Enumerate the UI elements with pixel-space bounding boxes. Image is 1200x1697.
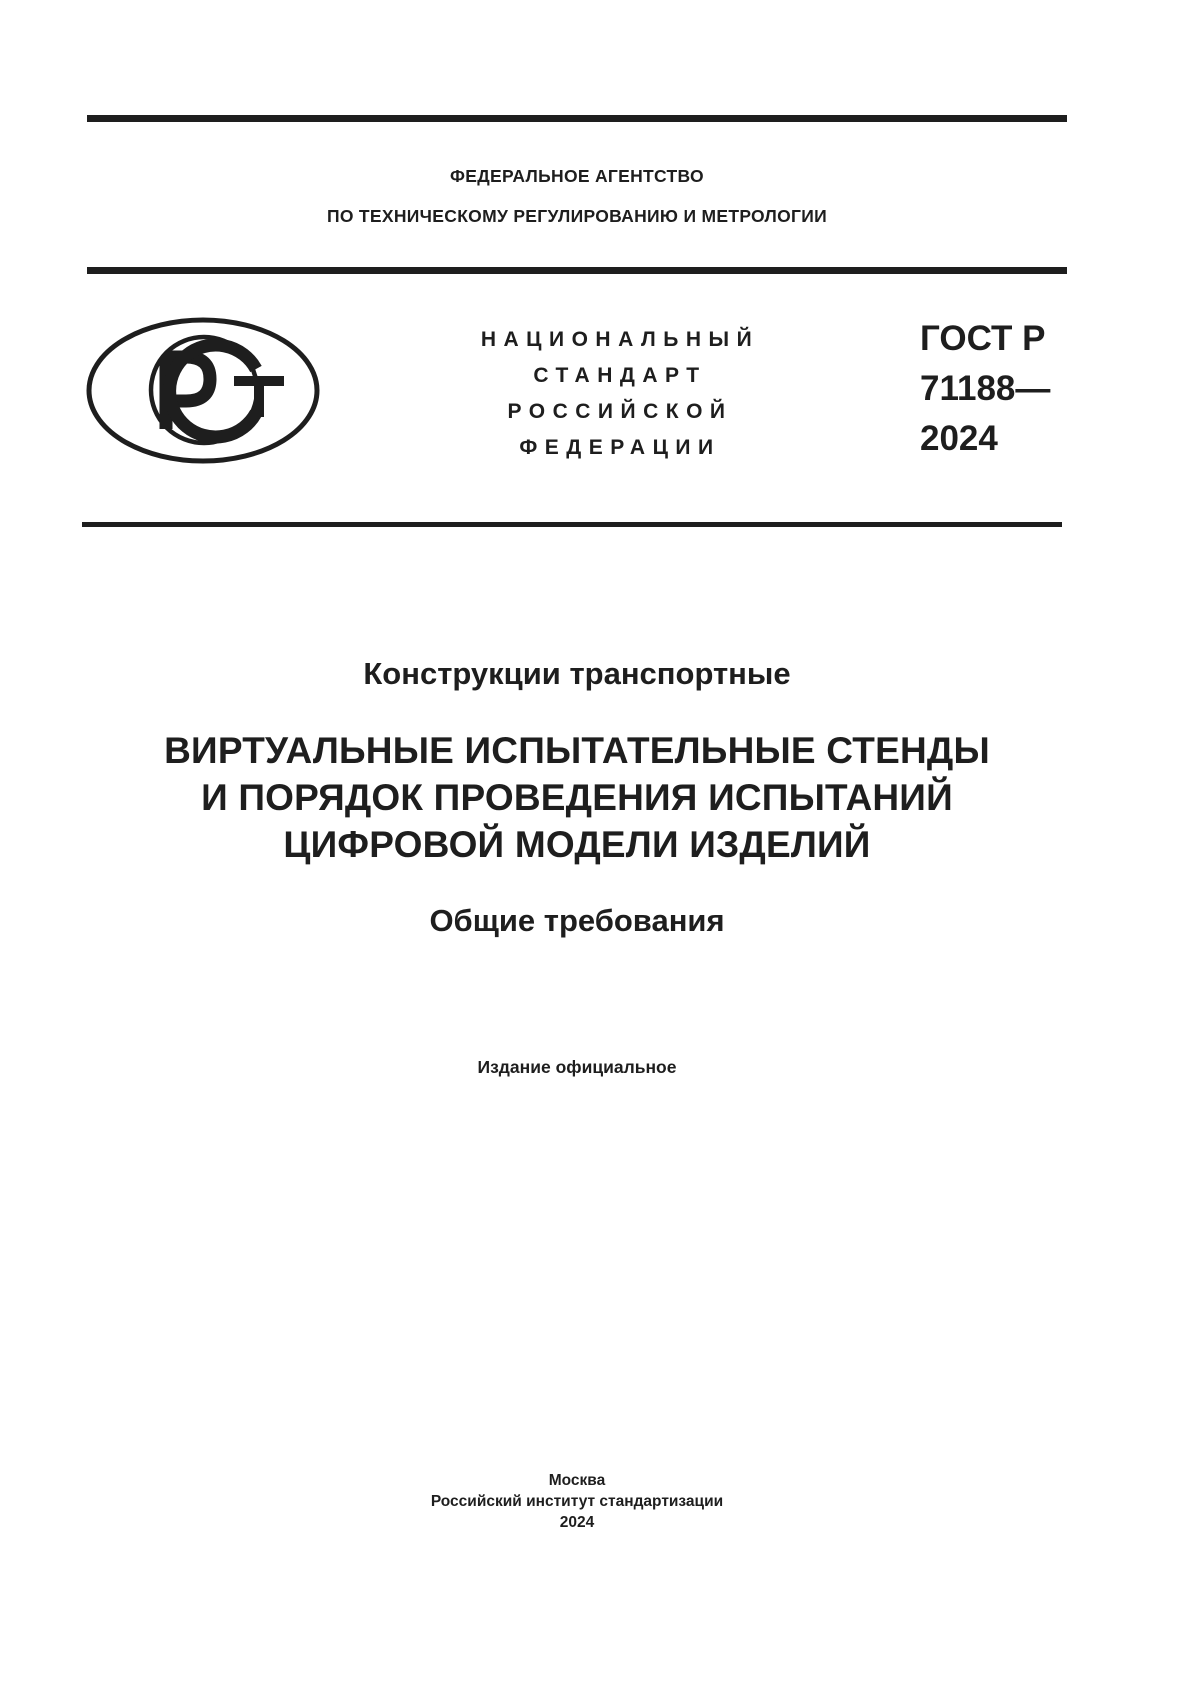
title-sub: Общие требования: [429, 903, 725, 938]
national-standard-line: НАЦИОНАЛЬНЫЙ: [480, 328, 760, 351]
national-standard-line: ФЕДЕРАЦИИ: [519, 436, 721, 459]
imprint-year: 2024: [559, 1514, 595, 1531]
imprint: [0, 1470, 1154, 1533]
title-group: Конструкции транспортные: [363, 656, 791, 691]
designation-line-2: 71188—: [920, 369, 1051, 408]
main-title-line: И ПОРЯДОК ПРОВЕДЕНИЯ ИСПЫТАНИЙ: [201, 777, 953, 818]
edition-label: Издание официальное: [477, 1057, 677, 1077]
national-standard-label: [440, 322, 800, 466]
national-standard-line: СТАНДАРТ: [533, 364, 707, 387]
header-divider: [87, 267, 1067, 274]
rst-mark-icon: [86, 317, 320, 464]
title-block-divider: [82, 522, 1062, 527]
standard-designation: [920, 314, 1050, 464]
designation-line-1: ГОСТ Р: [920, 319, 1046, 358]
top-divider: [87, 115, 1067, 122]
imprint-publisher: Российский институт стандартизации: [430, 1493, 724, 1510]
main-title-line: ЦИФРОВОЙ МОДЕЛИ ИЗДЕЛИЙ: [283, 824, 871, 865]
main-title: [0, 727, 1154, 868]
designation-line-3: 2024: [920, 419, 998, 458]
main-title-line: ВИРТУАЛЬНЫЕ ИСПЫТАТЕЛЬНЫЕ СТЕНДЫ: [164, 730, 990, 771]
imprint-city: Москва: [548, 1472, 606, 1489]
agency-name-line-2: ПО ТЕХНИЧЕСКОМУ РЕГУЛИРОВАНИЮ И МЕТРОЛОГИИ: [326, 206, 828, 226]
national-standard-line: РОССИЙСКОЙ: [507, 400, 733, 423]
agency-name-line-1: ФЕДЕРАЛЬНОЕ АГЕНТСТВО: [450, 166, 704, 186]
